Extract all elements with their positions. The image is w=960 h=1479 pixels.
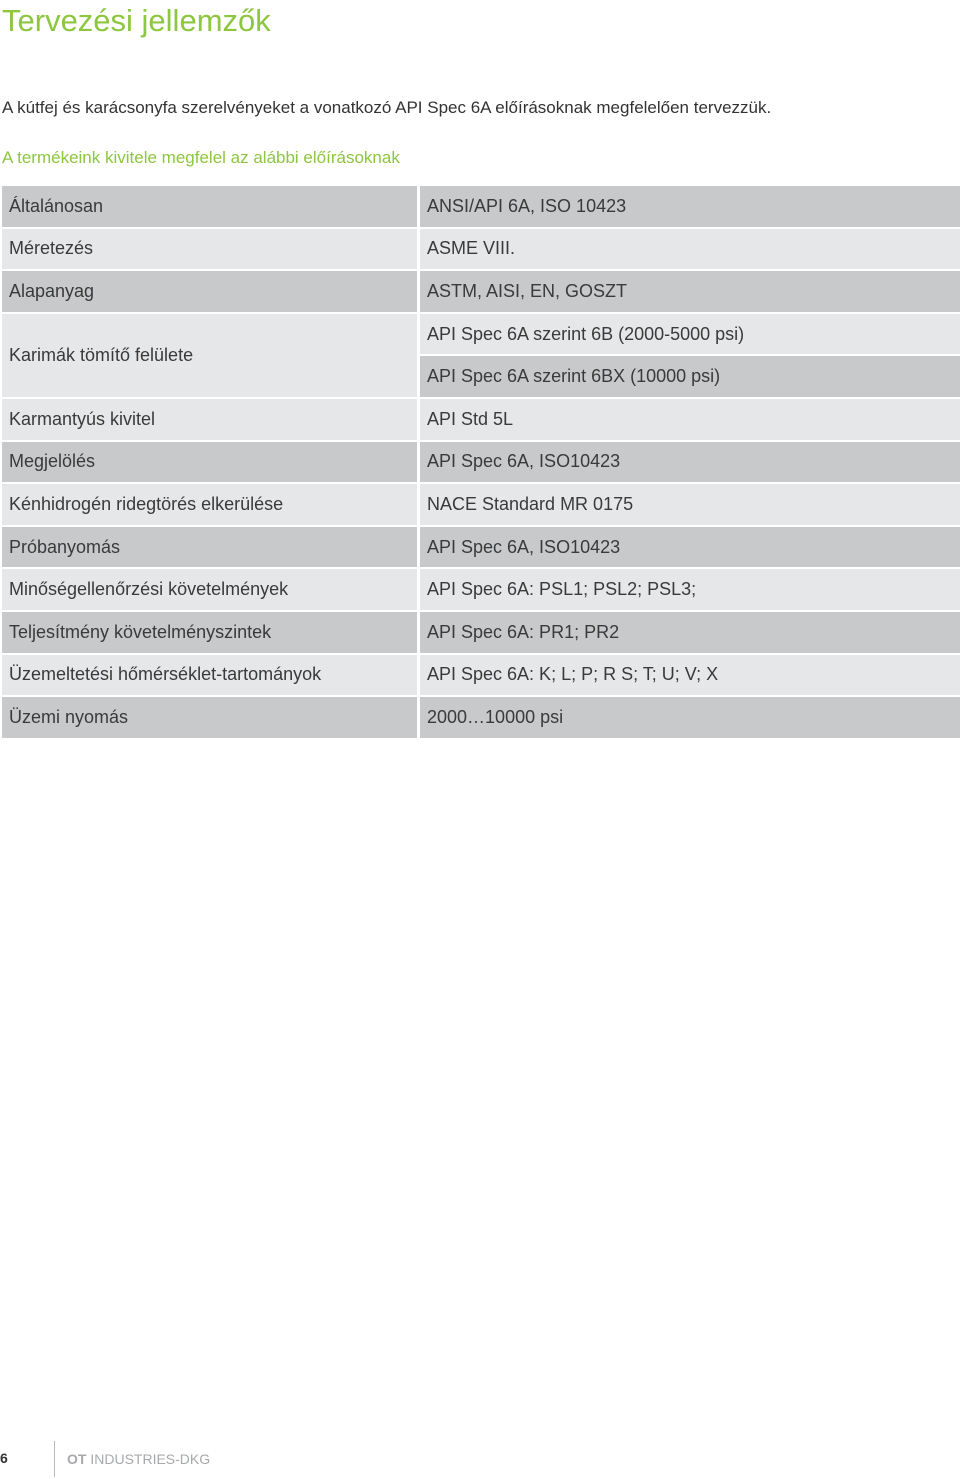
row-value: 2000…10000 psi <box>420 697 960 740</box>
row-label: Karmantyús kivitel <box>2 399 420 442</box>
row-value: API Spec 6A, ISO10423 <box>420 442 960 485</box>
table-row <box>2 442 960 485</box>
row-value: API Spec 6A, ISO10423 <box>420 527 960 570</box>
table-row <box>2 484 960 527</box>
table-row <box>2 612 960 655</box>
spec-table <box>2 186 960 740</box>
row-label: Minőségellenőrzési követelmények <box>2 569 420 612</box>
page-title: Tervezési jellemzők <box>2 3 271 38</box>
row-label: Teljesítmény követelményszintek <box>2 612 420 655</box>
page-footer <box>0 1441 960 1479</box>
row-value: API Spec 6A: PR1; PR2 <box>420 612 960 655</box>
table-row <box>2 271 960 314</box>
row-value: API Spec 6A: K; L; P; R S; T; U; V; X <box>420 655 960 698</box>
row-label: Karimák tömítő felülete <box>2 314 420 399</box>
row-value-secondary: API Spec 6A szerint 6BX (10000 psi) <box>420 356 960 399</box>
row-value: API Spec 6A: PSL1; PSL2; PSL3; <box>420 569 960 612</box>
row-label: Megjelölés <box>2 442 420 485</box>
row-label: Kénhidrogén ridegtörés elkerülése <box>2 484 420 527</box>
table-row <box>2 527 960 570</box>
row-label: Üzemeltetési hőmérséklet-tartományok <box>2 655 420 698</box>
row-value: ANSI/API 6A, ISO 10423 <box>420 186 960 229</box>
row-label: Általánosan <box>2 186 420 229</box>
table-row <box>2 399 960 442</box>
table-row <box>2 569 960 612</box>
brand-bold: OT <box>67 1451 87 1467</box>
table-row <box>2 314 960 357</box>
table-row <box>2 229 960 272</box>
row-label: Méretezés <box>2 229 420 272</box>
row-value: ASME VIII. <box>420 229 960 272</box>
table-row <box>2 697 960 740</box>
table-row <box>2 186 960 229</box>
row-label: Alapanyag <box>2 271 420 314</box>
row-label: Üzemi nyomás <box>2 697 420 740</box>
row-value: ASTM, AISI, EN, GOSZT <box>420 271 960 314</box>
brand-rest: INDUSTRIES-DKG <box>86 1451 211 1467</box>
row-value: API Spec 6A szerint 6B (2000-5000 psi) <box>420 314 960 357</box>
row-value: API Std 5L <box>420 399 960 442</box>
intro-text: A kútfej és karácsonyfa szerelvényeket a vonatkozó API Spec 6A előírásoknak megfelelően tervezzük. <box>2 98 772 117</box>
table-row <box>2 655 960 698</box>
section-subtitle: A termékeink kivitele megfelel az alábbi előírásoknak <box>2 148 400 167</box>
brand-name <box>67 1451 210 1467</box>
footer-divider <box>54 1441 55 1477</box>
row-label: Próbanyomás <box>2 527 420 570</box>
page-number: 6 <box>0 1450 8 1466</box>
row-value: NACE Standard MR 0175 <box>420 484 960 527</box>
